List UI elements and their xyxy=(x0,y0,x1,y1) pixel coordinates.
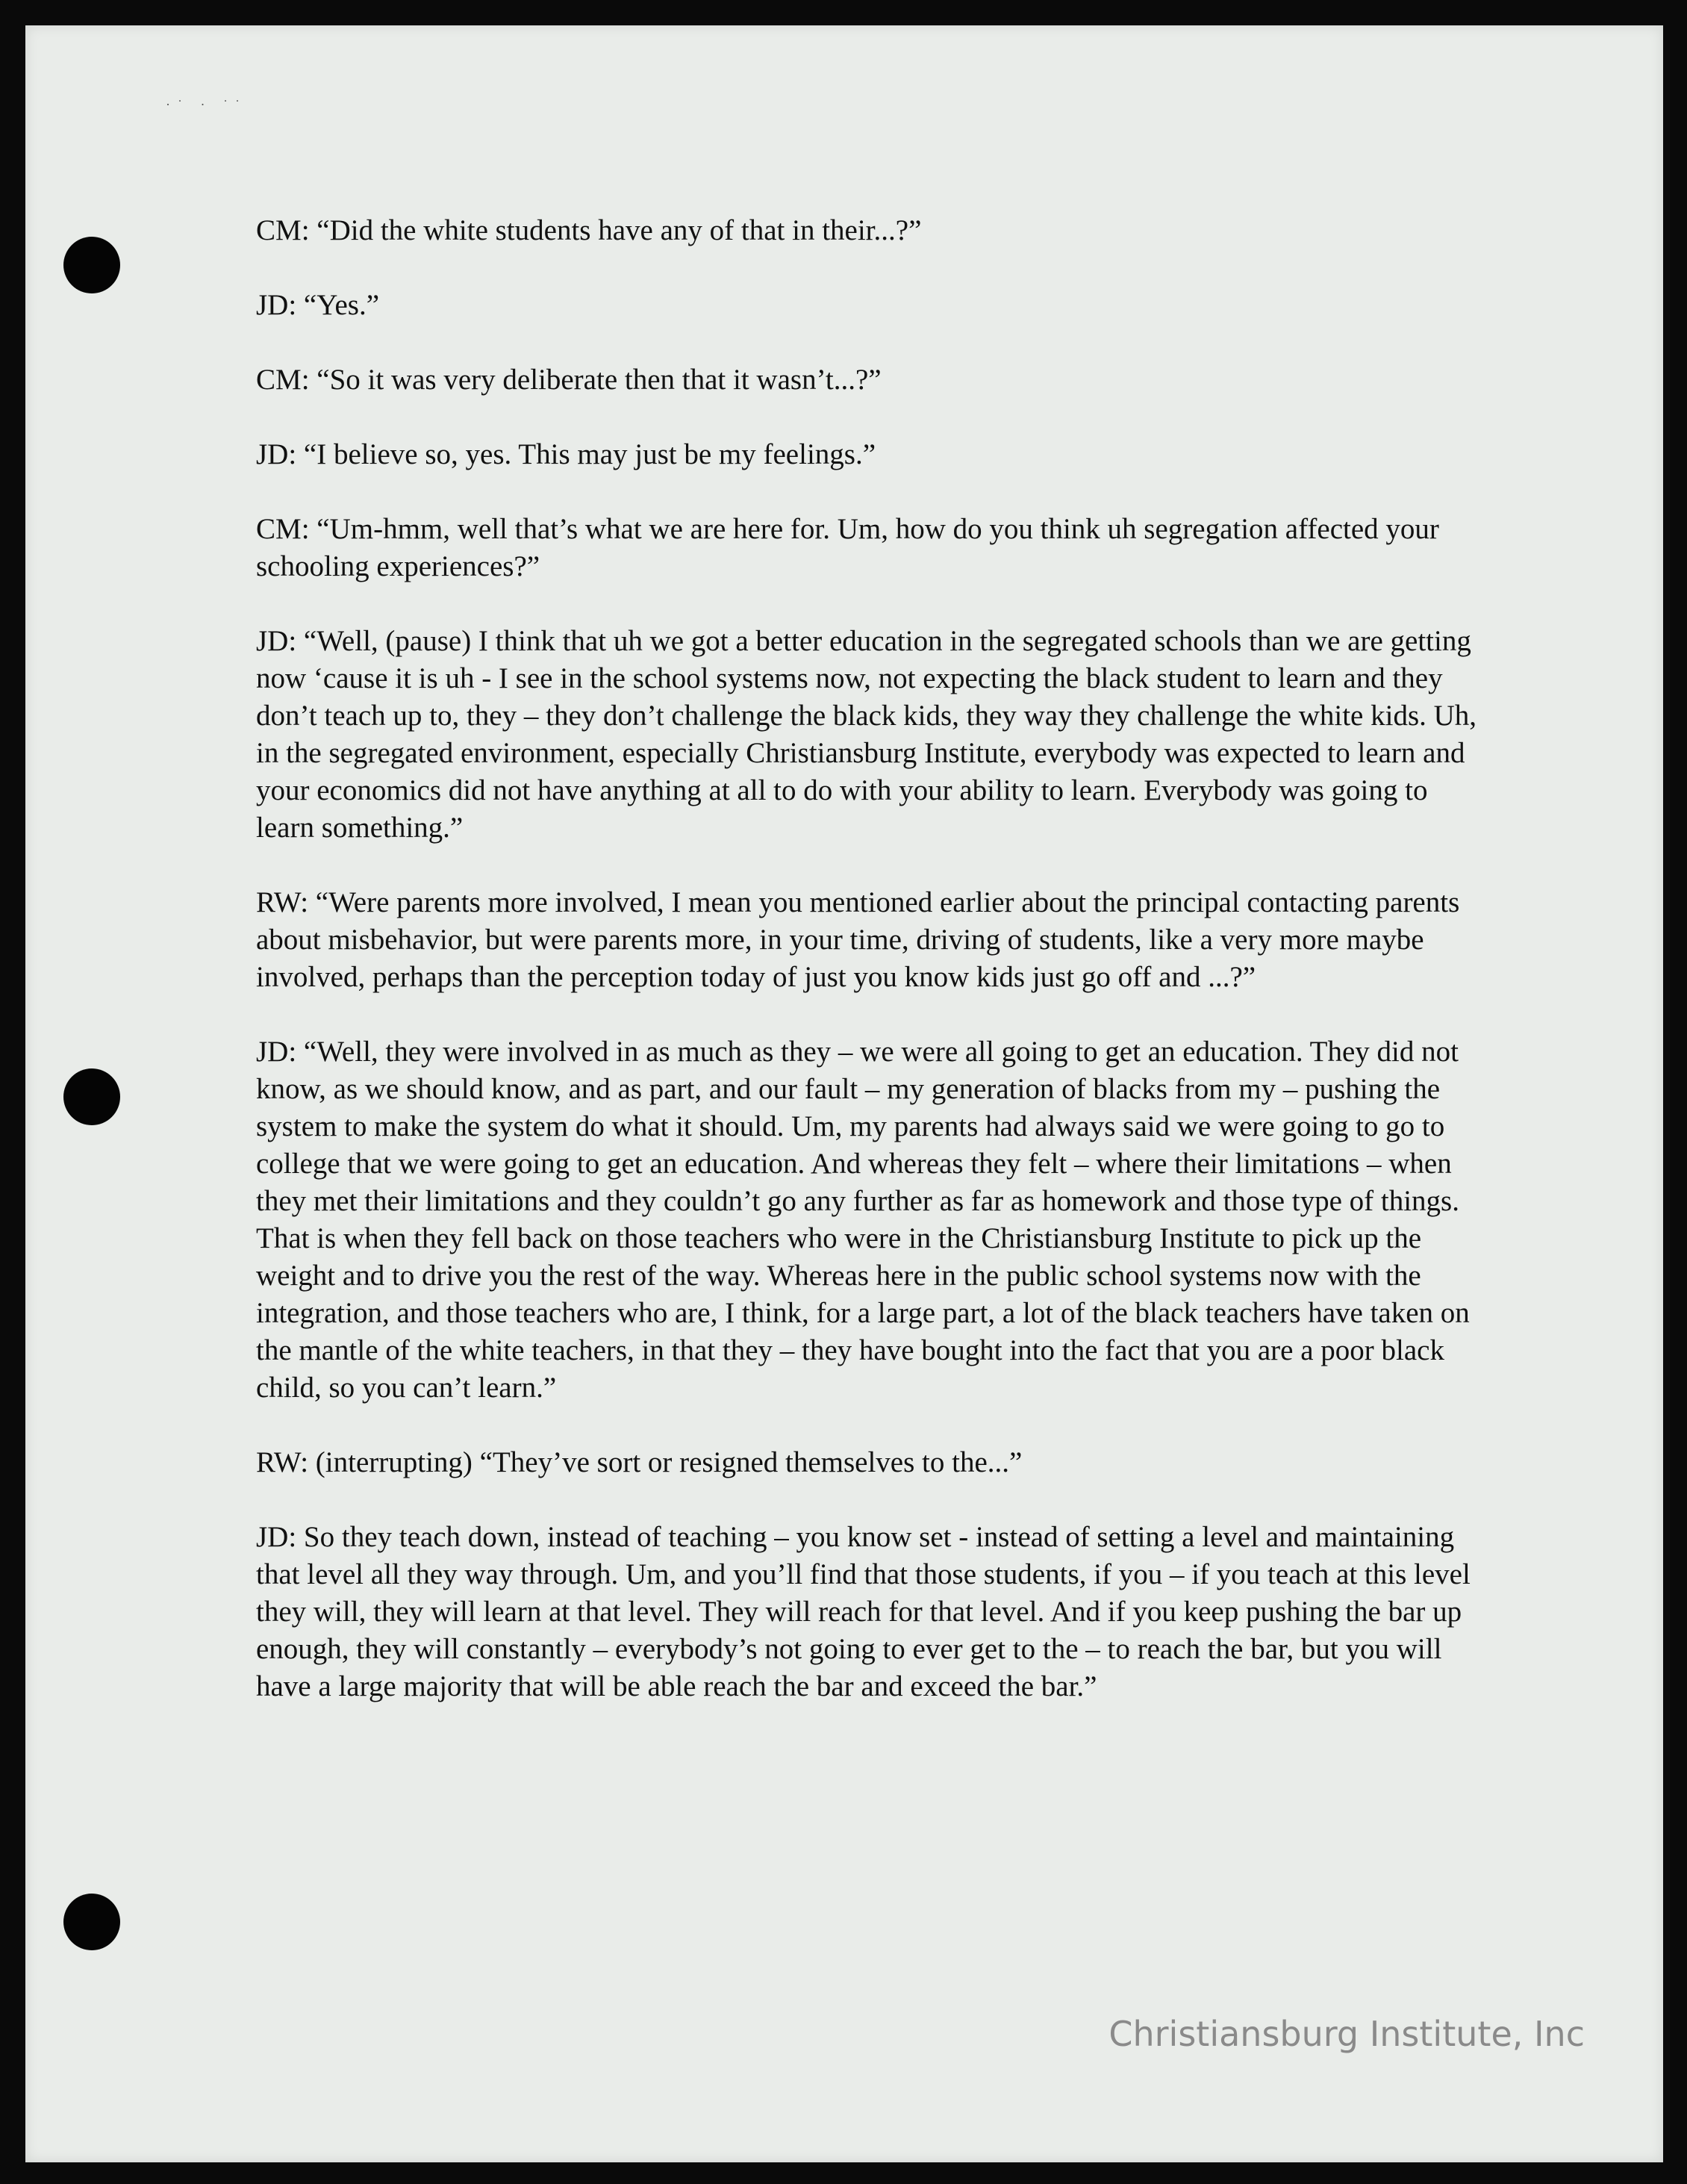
transcript-turn: JD: “I believe so, yes. This may just be my feelings.” xyxy=(256,438,876,470)
transcript-turn: JD: So they teach down, instead of teaching – you know set - instead of setting a level and maintaining that level all they way through. Um, and you’ll find that those students, if you – if you teach at this level they will, they will learn at that level. They will reach for that level. And if you keep pushing the bar up enough, they will constantly – everybody’s not going to ever get to the – to reach the bar, but you will have a large majority that will be able reach the bar and exceed the bar.” xyxy=(256,1521,1471,1702)
transcript-turn: JD: “Well, (pause) I think that uh we got a better education in the segregated schools than we are getting now ‘cause it is uh - I see in the school systems now, not expecting the black student to learn and they don’t teach up to, they – they don’t challenge the black kids, they way they challenge the white kids. Uh, in the segregated environment, especially Christiansburg Institute, everybody was expected to learn and your economics did not have anything at all to do with your ability to learn. Everybody was going to learn something.” xyxy=(256,625,1477,844)
transcript-turn: RW: (interrupting) “They’ve sort or resigned themselves to the...” xyxy=(256,1446,1023,1478)
transcript-turn: CM: “Did the white students have any of that in their...?” xyxy=(256,214,922,246)
watermark: Christiansburg Institute, Inc xyxy=(1108,2014,1585,2054)
interview-transcript xyxy=(256,212,1488,1743)
transcript-turn: JD: “Yes.” xyxy=(256,289,380,321)
transcript-turn: CM: “So it was very deliberate then that it wasn’t...?” xyxy=(256,364,882,396)
binder-hole-middle xyxy=(63,1068,120,1125)
binder-hole-bottom xyxy=(63,1894,120,1950)
transcript-turn: CM: “Um-hmm, well that’s what we are here for. Um, how do you think uh segregation affected your schooling experiences?” xyxy=(256,513,1439,582)
binder-hole-top xyxy=(63,237,120,293)
transcript-turn: RW: “Were parents more involved, I mean you mentioned earlier about the principal contacting parents about misbehavior, but were parents more, in your time, driving of students, like a very more maybe involved, perhaps than the perception today of just you know kids just go off and ...?” xyxy=(256,886,1460,993)
document-page xyxy=(25,25,1663,2162)
transcript-turn: JD: “Well, they were involved in as much as they – we were all going to get an education. They did not know, as we should know, and as part, and our fault – my generation of blacks from my – pushing the system to make the system do what it should. Um, my parents had always said we were going to go to college that we were going to get an education. And whereas they felt – where their limitations – when they met their limitations and they couldn’t go any further as far as homework and those type of things. That is when they fell back on those teachers who were in the Christiansburg Institute to pick up the weight and to drive you the rest of the way. Whereas here in the public school systems now with the integration, and those teachers who are, I think, for a large part, a lot of the black teachers have taken on the mantle of the white teachers, in that they – they have bought into the fact that you are a poor black child, so you can’t learn.” xyxy=(256,1036,1470,1404)
paper-specks: ·˙ · ˙˙ xyxy=(166,97,247,112)
